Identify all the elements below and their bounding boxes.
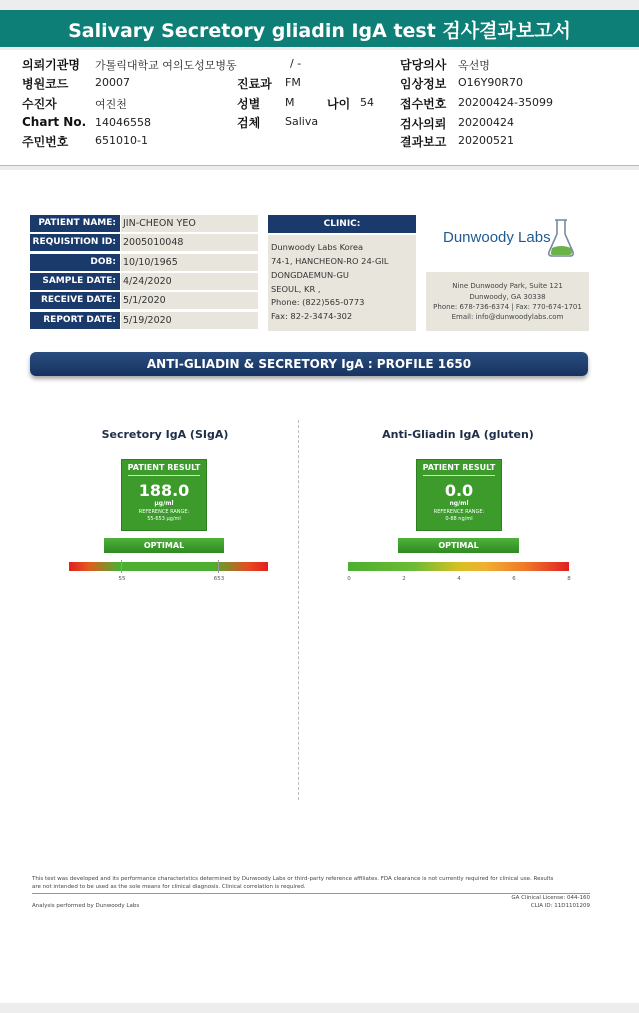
meta-section (0, 50, 639, 166)
sigA-result-unit: μg/ml (154, 500, 174, 507)
sigA-tick-low: 55 (118, 576, 126, 582)
hospital-value: 가톨릭대학교 여의도성모병동 (95, 59, 237, 72)
report-title: Salivary Secretory gliadin IgA test 검사결과보고서 (68, 20, 571, 42)
receipt-label: 접수번호 (400, 97, 447, 111)
sample-date-label: SAMPLE DATE: (30, 273, 120, 290)
gliadin-tick-8: 8 (567, 576, 571, 582)
logo-text: Dunwoody Labs (443, 229, 551, 246)
doctor-value: 옥선명 (458, 59, 490, 72)
gliadin-result-rule (423, 475, 495, 476)
id-label: 주민번호 (22, 135, 69, 149)
clinic-line-5: Phone: (822)565-0773 (271, 297, 365, 307)
receive-date-value: 5/1/2020 (121, 292, 258, 309)
sigA-low-marker (121, 560, 122, 573)
receive-date-label: RECEIVE DATE: (30, 292, 120, 309)
specimen-label: 검체 (237, 116, 261, 130)
gliadin-range-value: 0-88 ng/ml (445, 516, 473, 522)
dob-label: DOB: (30, 254, 120, 271)
receipt-value: 20200424-35099 (458, 96, 553, 109)
clinic-address-box (268, 235, 416, 331)
disclaimer-line-2: are not intended to be used as the sole means for clinical diagnosis. Clinical correlation is required. (32, 884, 306, 890)
requisition-value: 2005010048 (121, 234, 258, 251)
sigA-title: Secretory IgA (SIgA) (101, 428, 229, 441)
dept-value: FM (285, 76, 301, 89)
analysis-note: Analysis performed by Dunwoody Labs (32, 903, 140, 909)
patient-label: 수진자 (22, 97, 57, 111)
gliadin-tick-2: 2 (402, 576, 406, 582)
specimen-value: Saliva (285, 115, 319, 128)
clinic-line-6: Fax: 82-2-3474-302 (271, 311, 353, 321)
patient-name-value: JIN-CHEON YEO (121, 215, 258, 232)
patient-value: 여진천 (95, 98, 127, 111)
dunwoody-logo (440, 218, 580, 260)
gliadin-result-unit: ng/ml (449, 500, 469, 507)
gliadin-tick-0: 0 (347, 576, 351, 582)
clinic-line-1: Dunwoody Labs Korea (271, 242, 364, 252)
sigA-range-scale (69, 562, 268, 571)
age-label: 나이 (327, 97, 351, 111)
code-value: 20007 (95, 76, 130, 89)
clia-id: CLIA ID: 11D1101209 (530, 903, 590, 909)
sigA-optimal-label: OPTIMAL (104, 538, 224, 553)
gliadin-tick-6: 6 (512, 576, 516, 582)
doctor-label: 담당의사 (400, 58, 447, 72)
age-value: 54 (360, 96, 374, 109)
request-label: 검사의뢰 (400, 117, 447, 131)
id-value: 651010-1 (95, 134, 148, 147)
sample-date-value: 4/24/2020 (121, 273, 258, 290)
panel-divider (298, 420, 299, 800)
clinic-line-4: SEOUL, KR , (271, 284, 321, 294)
report-date-value-en: 5/19/2020 (121, 312, 258, 329)
clinic-line-3: DONGDAEMUN-GU (271, 270, 349, 280)
clinic-heading: CLINIC: (268, 215, 416, 233)
request-value: 20200424 (458, 116, 514, 129)
title-bar (0, 10, 639, 47)
gliadin-tick-4: 4 (457, 576, 461, 582)
lab-addr-4: Email: info@dunwoodylabs.com (451, 313, 564, 321)
report-date-label: 결과보고 (400, 135, 447, 149)
footer-rule (32, 893, 590, 894)
sigA-high-marker (218, 560, 219, 573)
profile-banner: ANTI-GLIADIN & SECRETORY IgA : PROFILE 1650 (30, 352, 588, 376)
sigA-result-heading: PATIENT RESULT (127, 463, 201, 472)
sex-label: 성별 (237, 97, 261, 111)
report-date-label-en: REPORT DATE: (30, 312, 120, 329)
clinic-line-2: 74-1, HANCHEON-RO 24-GIL (271, 256, 389, 266)
sigA-result-rule (128, 475, 200, 476)
code-label: 병원코드 (22, 77, 69, 91)
hospital-label: 의뢰기관명 (22, 58, 80, 72)
flask-icon (546, 218, 576, 258)
sigA-tick-high: 653 (213, 576, 225, 582)
lab-addr-1: Nine Dunwoody Park, Suite 121 (452, 282, 563, 290)
chart-value: 14046558 (95, 116, 151, 129)
ward-value: / - (290, 57, 302, 70)
report-date-value: 20200521 (458, 134, 514, 147)
gliadin-range-label: REFERENCE RANGE: (433, 509, 485, 515)
sex-value: M (285, 96, 295, 109)
lab-addr-3: Phone: 678-736-6374 | Fax: 770-674-1701 (433, 303, 582, 311)
gliadin-result-box (416, 459, 502, 531)
clinical-label: 임상정보 (400, 77, 447, 91)
disclaimer-line-1: This test was developed and its performance characteristics determined by Dunwoody Labs or third-party reference affiliates. FDA clearance is not currently required for clinical use. Results (32, 876, 554, 882)
lab-addr-2: Dunwoody, GA 30338 (469, 293, 546, 301)
lab-address-box (426, 272, 589, 331)
dob-value: 10/10/1965 (121, 254, 258, 271)
gliadin-range-scale (348, 562, 569, 571)
chart-label: Chart No. (22, 115, 87, 129)
ga-license: GA Clinical License: 044-160 (511, 895, 590, 901)
dept-label: 진료과 (237, 77, 272, 91)
patient-name-label: PATIENT NAME: (30, 215, 120, 232)
gliadin-optimal-label: OPTIMAL (398, 538, 519, 553)
gliadin-result-heading: PATIENT RESULT (422, 463, 496, 472)
requisition-label: REQUISITION ID: (30, 234, 120, 251)
gliadin-title: Anti-Gliadin IgA (gluten) (382, 428, 534, 441)
clinical-value: O16Y90R70 (458, 76, 524, 89)
sigA-result-value: 188.0 (138, 481, 190, 500)
sigA-range-value: 55-653 μg/ml (147, 516, 181, 522)
sigA-result-box (121, 459, 207, 531)
sigA-range-label: REFERENCE RANGE: (138, 509, 190, 515)
gliadin-result-value: 0.0 (444, 481, 474, 500)
